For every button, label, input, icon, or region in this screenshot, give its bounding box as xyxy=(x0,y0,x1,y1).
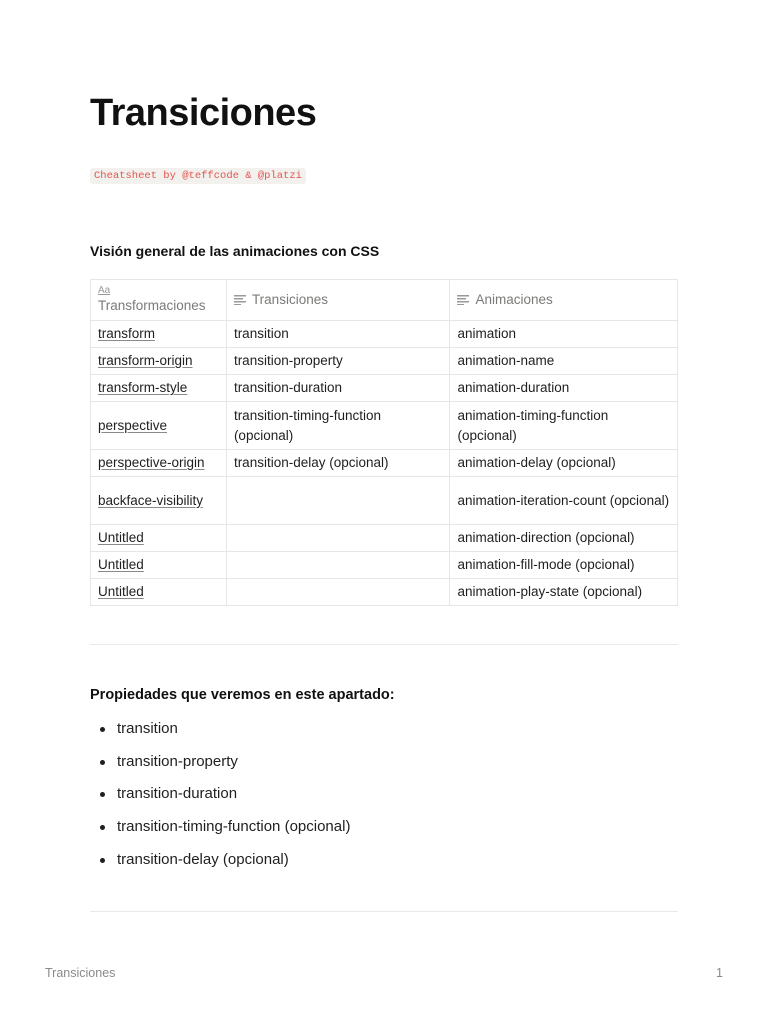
transformacion-link[interactable]: transform-origin xyxy=(98,353,193,368)
column-header-animaciones[interactable] xyxy=(450,280,678,321)
transformacion-cell[interactable] xyxy=(91,579,227,606)
transformacion-cell[interactable] xyxy=(91,450,227,477)
transformacion-link[interactable]: perspective xyxy=(98,417,168,433)
animacion-cell[interactable]: animation-timing-function (opcional) xyxy=(450,402,678,450)
bullet-icon xyxy=(100,858,105,863)
transformacion-link[interactable]: Untitled xyxy=(98,557,144,572)
section-divider xyxy=(90,911,678,912)
table-row xyxy=(91,552,678,579)
transformacion-cell[interactable] xyxy=(91,552,227,579)
list-item xyxy=(90,816,350,849)
bullet-icon xyxy=(100,727,105,732)
overview-heading: Visión general de las animaciones con CSS xyxy=(90,243,380,259)
list-item xyxy=(90,718,350,751)
table-header-row xyxy=(91,280,678,321)
table-row xyxy=(91,402,678,450)
credits-code-badge: Cheatsheet by @teffcode & @platzi xyxy=(90,168,306,184)
page-title: Transiciones xyxy=(90,92,317,134)
animacion-cell[interactable]: animation-delay (opcional) xyxy=(450,450,678,477)
animacion-cell[interactable]: animation-duration xyxy=(450,375,678,402)
column-header-transiciones[interactable] xyxy=(226,280,450,321)
transicion-cell[interactable]: transition-duration xyxy=(226,375,450,402)
transicion-cell[interactable]: transition-timing-function (opcional) xyxy=(226,402,450,450)
transformacion-link[interactable]: perspective-origin xyxy=(98,455,205,470)
transformacion-cell[interactable] xyxy=(91,375,227,402)
column-header-transformaciones[interactable] xyxy=(91,280,227,321)
transicion-cell[interactable]: transition-delay (opcional) xyxy=(226,450,450,477)
animacion-cell[interactable]: animation-name xyxy=(450,348,678,375)
transformacion-link[interactable]: transform xyxy=(98,326,156,341)
transformacion-link[interactable]: Untitled xyxy=(98,530,144,545)
transformacion-link[interactable]: transform-style xyxy=(98,380,188,395)
transicion-cell[interactable] xyxy=(226,579,450,606)
column-header-label: Transiciones xyxy=(251,292,328,307)
animacion-cell[interactable]: animation-fill-mode (opcional) xyxy=(450,552,678,579)
animacion-cell[interactable]: animation-iteration-count (opcional) xyxy=(450,477,678,525)
table-row xyxy=(91,348,678,375)
transicion-cell[interactable] xyxy=(226,525,450,552)
bullet-icon xyxy=(100,760,105,765)
table-row xyxy=(91,321,678,348)
transicion-cell[interactable]: transition xyxy=(226,321,450,348)
transformacion-link[interactable]: backface-visibility xyxy=(98,492,204,508)
transformacion-cell[interactable] xyxy=(91,477,227,525)
transformacion-cell[interactable] xyxy=(91,348,227,375)
bullet-icon xyxy=(100,825,105,830)
text-type-icon: Aa xyxy=(98,284,111,296)
text-lines-icon xyxy=(234,295,246,305)
footer-page-title: Transiciones xyxy=(45,966,116,980)
column-header-label: Transformaciones xyxy=(98,297,206,313)
properties-list xyxy=(90,718,350,881)
animacion-cell[interactable]: animation-direction (opcional) xyxy=(450,525,678,552)
animacion-cell[interactable]: animation xyxy=(450,321,678,348)
list-item-text: transition-duration xyxy=(117,785,238,803)
transicion-cell[interactable]: transition-property xyxy=(226,348,450,375)
list-item-text: transition-property xyxy=(117,752,238,770)
transformacion-link[interactable]: Untitled xyxy=(98,584,144,599)
transformacion-cell[interactable] xyxy=(91,321,227,348)
table-row xyxy=(91,525,678,552)
table-row xyxy=(91,579,678,606)
table-row xyxy=(91,450,678,477)
animacion-cell[interactable]: animation-play-state (opcional) xyxy=(450,579,678,606)
table-row xyxy=(91,477,678,525)
footer-page-number: 1 xyxy=(716,966,723,980)
list-item-text: transition xyxy=(117,720,178,737)
css-animations-overview-table xyxy=(90,279,678,606)
list-item-text: transition-delay (opcional) xyxy=(117,850,289,868)
transicion-cell[interactable] xyxy=(226,552,450,579)
transformacion-cell[interactable] xyxy=(91,525,227,552)
list-item xyxy=(90,783,350,816)
section-divider xyxy=(90,644,678,645)
transicion-cell[interactable] xyxy=(226,477,450,525)
table-row xyxy=(91,375,678,402)
text-lines-icon xyxy=(457,295,469,305)
list-item xyxy=(90,751,350,784)
column-header-label: Animaciones xyxy=(475,292,553,307)
list-item xyxy=(90,849,350,882)
properties-heading: Propiedades que veremos en este apartado: xyxy=(90,687,395,703)
bullet-icon xyxy=(100,792,105,797)
transformacion-cell[interactable] xyxy=(91,402,227,450)
list-item-text: transition-timing-function (opcional) xyxy=(117,818,351,836)
